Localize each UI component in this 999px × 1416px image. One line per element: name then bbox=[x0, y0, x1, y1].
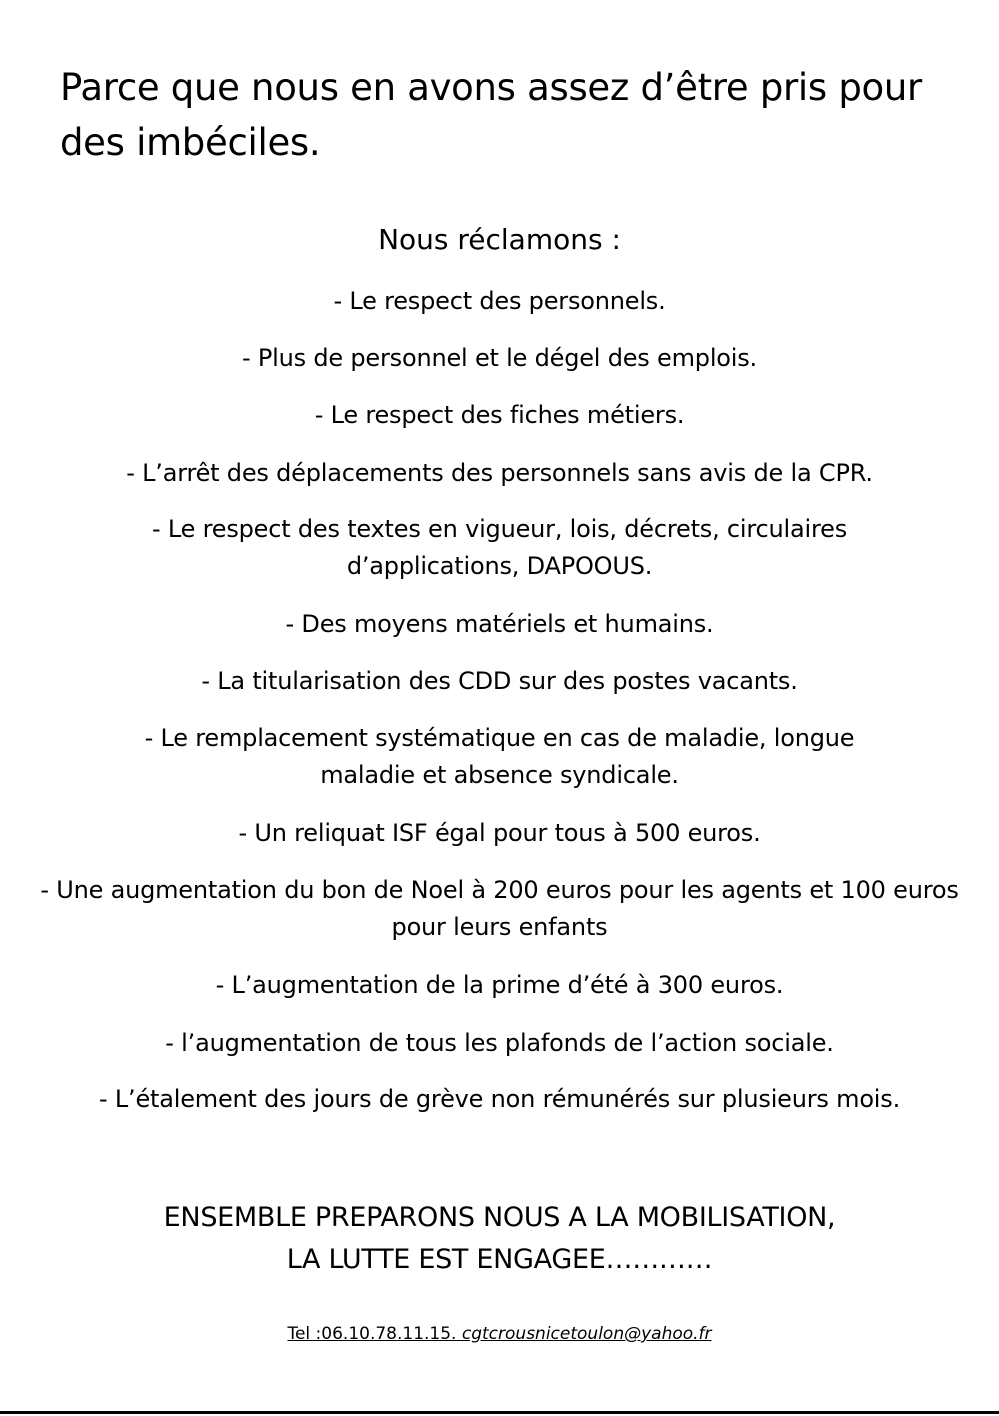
demand-item: - Le remplacement systématique en cas de maladie, longue maladie et absence syndicale. bbox=[144, 724, 855, 789]
demand-item: - Le respect des textes en vigueur, lois, décrets, circulaires d’applications, DAPOOUS. bbox=[151, 515, 847, 580]
contact-email: cgtcrousnicetoulon@yahoo.fr bbox=[461, 1324, 712, 1344]
demand-item: - Des moyens matériels et humains. bbox=[285, 610, 714, 638]
headline: Parce que nous en avons assez d’être pris pour des imbéciles. bbox=[60, 66, 922, 164]
bottom-divider bbox=[0, 1411, 999, 1414]
demand-item: - Un reliquat ISF égal pour tous à 500 euros. bbox=[238, 819, 761, 847]
contact-phone: Tel :06.10.78.11.15. bbox=[287, 1324, 457, 1344]
slogan-line-2: LA LUTTE EST ENGAGEE………… bbox=[286, 1244, 713, 1275]
demand-item: - Une augmentation du bon de Noel à 200 euros pour les agents et 100 euros pour leurs enfants bbox=[40, 876, 959, 941]
demand-item: - Le respect des personnels. bbox=[333, 287, 666, 315]
demand-item: - L’étalement des jours de grève non rémunérés sur plusieurs mois. bbox=[98, 1085, 901, 1113]
contact-line bbox=[0, 1322, 999, 1346]
demand-item: - L’arrêt des déplacements des personnels sans avis de la CPR. bbox=[126, 459, 873, 487]
slogan-line-1: ENSEMBLE PREPARONS NOUS A LA MOBILISATION, bbox=[163, 1202, 836, 1233]
demand-item: - Plus de personnel et le dégel des emplois. bbox=[242, 344, 757, 372]
demand-item: - La titularisation des CDD sur des postes vacants. bbox=[201, 667, 798, 695]
demand-item: - l’augmentation de tous les plafonds de l’action sociale. bbox=[165, 1029, 834, 1057]
demand-item: - Le respect des fiches métiers. bbox=[314, 401, 685, 429]
demand-item: - L’augmentation de la prime d’été à 300 euros. bbox=[215, 971, 784, 999]
intro-heading: Nous réclamons : bbox=[378, 223, 621, 256]
